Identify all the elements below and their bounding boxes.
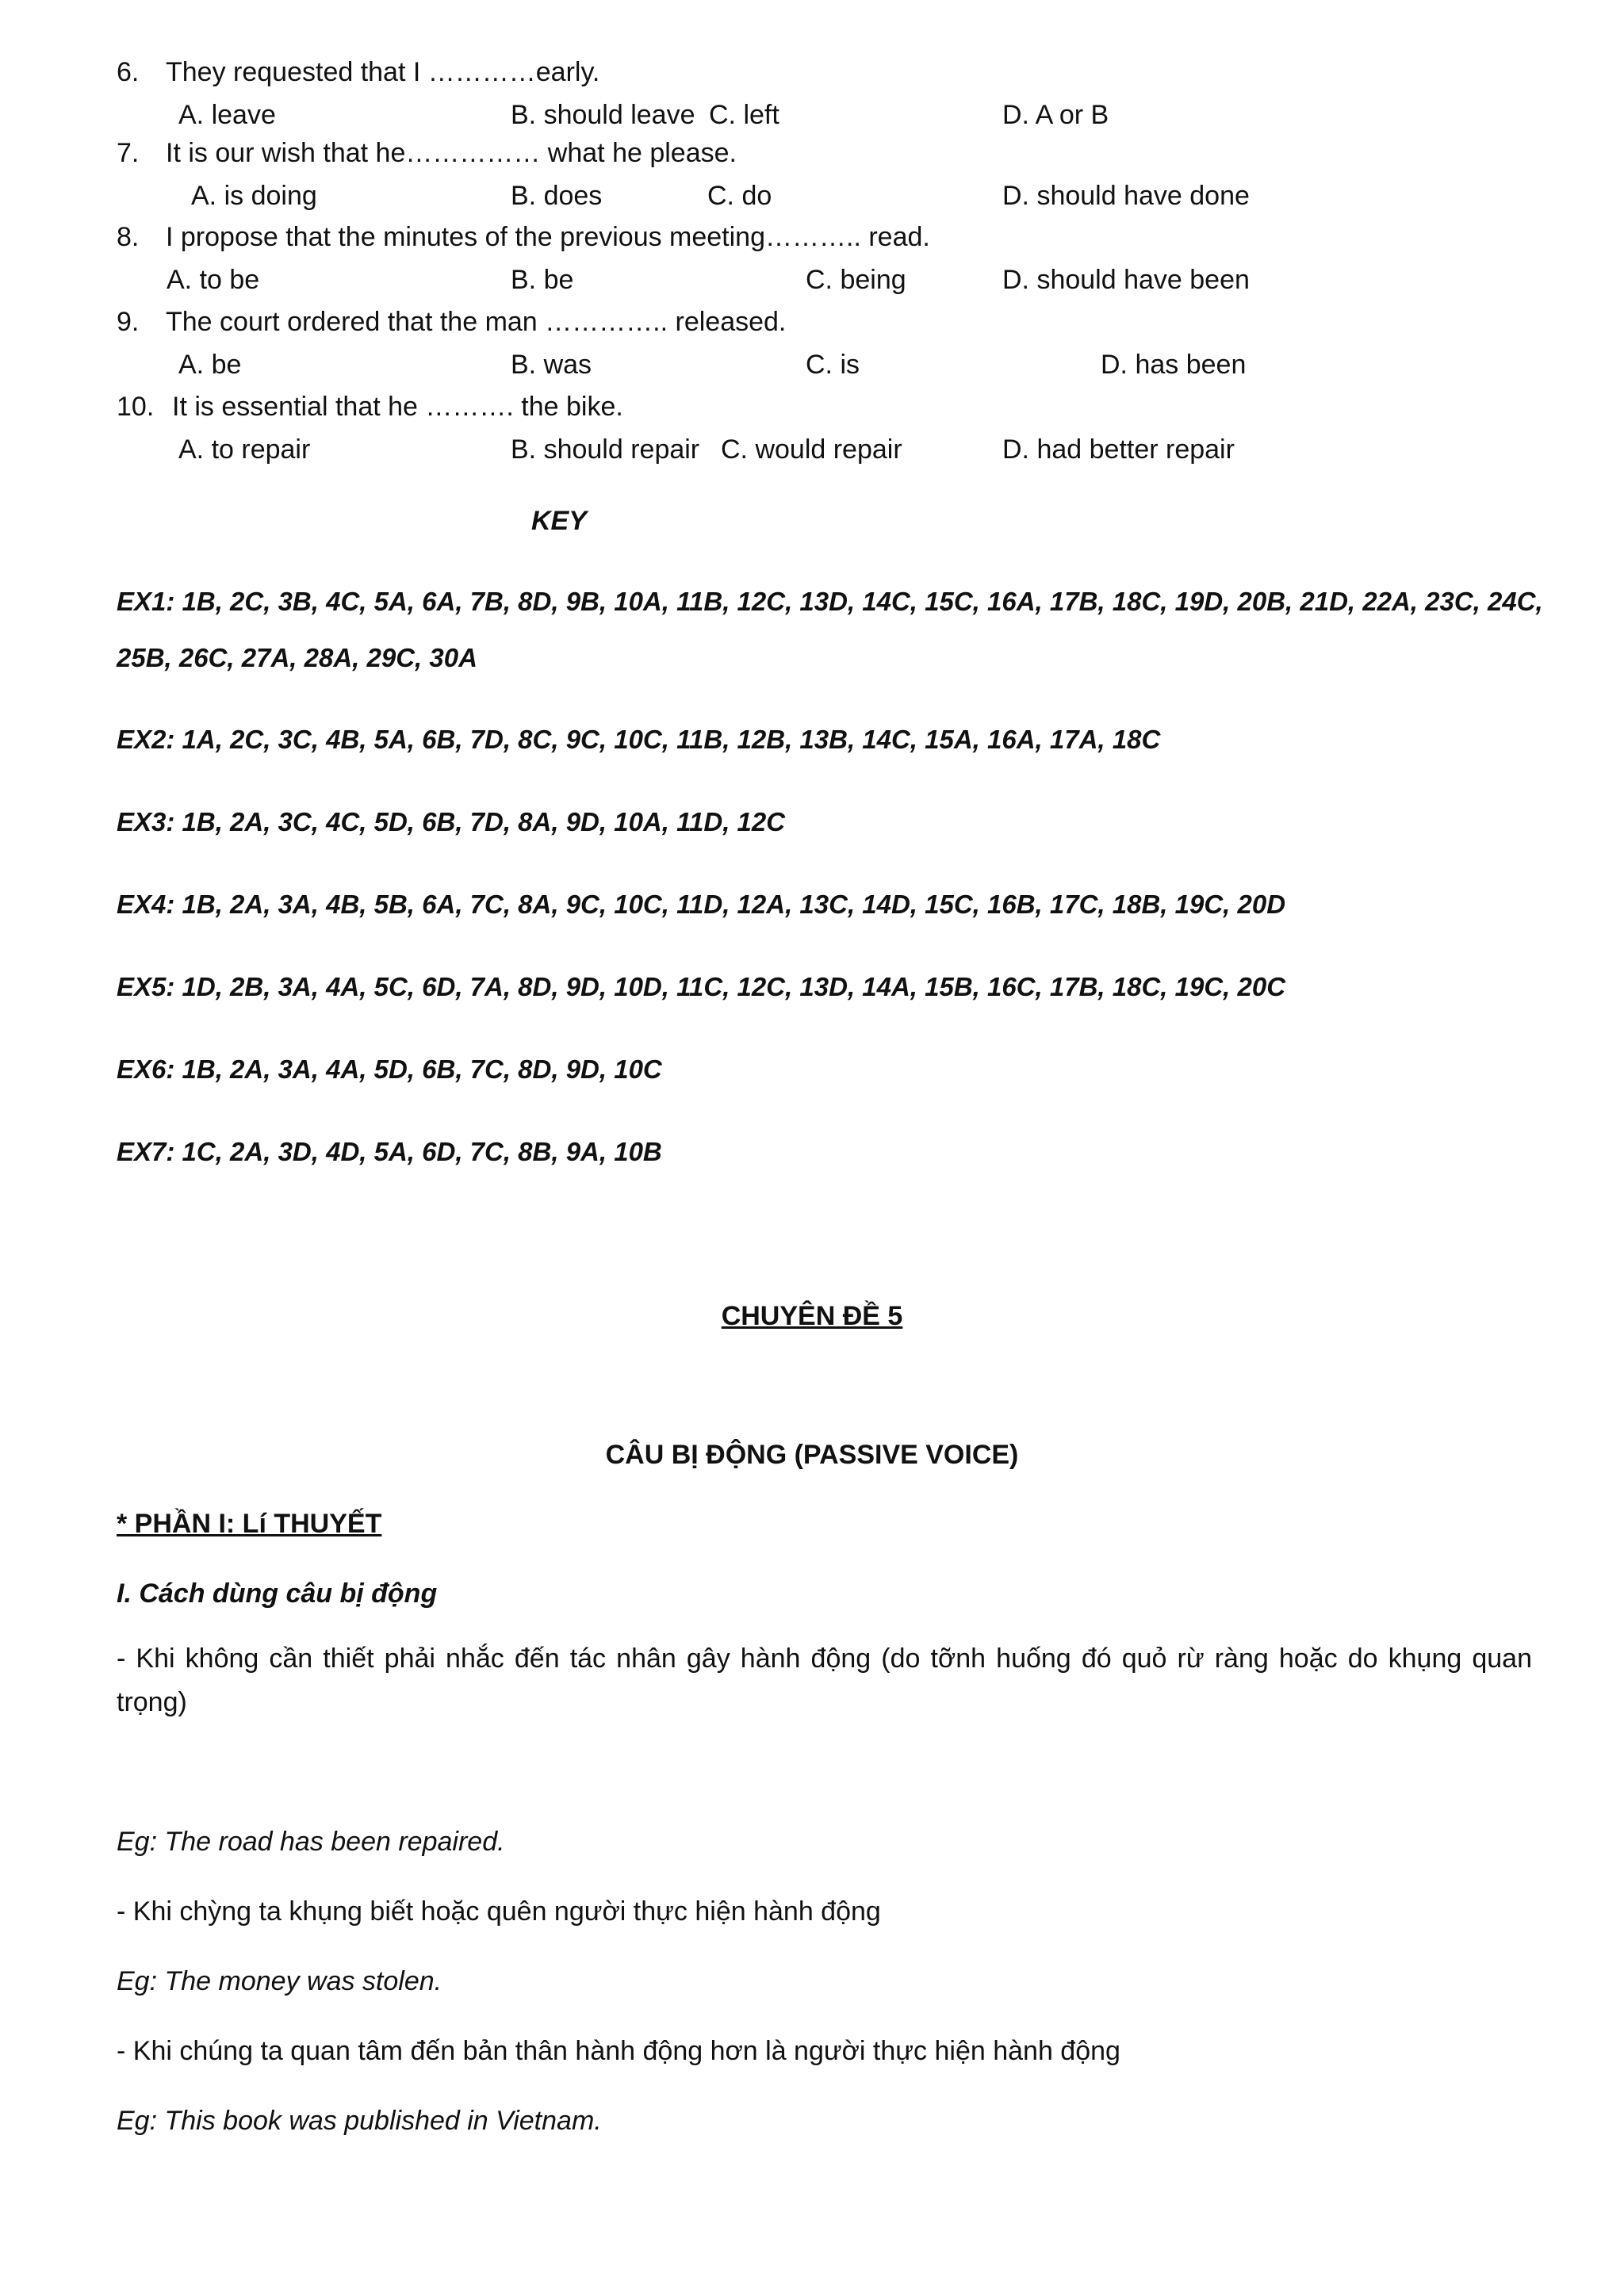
- option-a: A. to be: [167, 265, 260, 295]
- option-c: C. left: [709, 100, 779, 130]
- key-ex4: EX4: 1B, 2A, 3A, 4B, 5B, 6A, 7C, 8A, 9C, 10C, 11D, 12A, 13C, 14D, 15C, 16B, 17C, 18B, 19C, 20D: [117, 890, 1286, 919]
- option-b: B. does: [511, 181, 603, 211]
- option-a: A. be: [178, 350, 242, 380]
- option-b: B. should repair: [511, 434, 700, 465]
- key-ex1-line2: 25B, 26C, 27A, 28A, 29C, 30A: [117, 643, 477, 672]
- option-b: B. was: [511, 350, 592, 380]
- option-c: C. would repair: [721, 434, 902, 465]
- paragraph-3: - Khi chúng ta quan tâm đến bản thân hành động hơn là người thực hiện hành động: [117, 2036, 1120, 2066]
- question-number: 10.: [117, 392, 155, 422]
- subheading: I. Cách dùng câu bị động: [117, 1578, 438, 1609]
- paragraph-1: - Khi không cần thiết phải nhắc đến tác nhân gây hành động (do tỡnh huống đó quỏ rừ ràng hoặc do khụng quan trọng): [117, 1644, 1532, 1717]
- option-a: A. leave: [178, 100, 276, 130]
- question-number: 9.: [117, 307, 140, 337]
- question-6: [117, 59, 599, 86]
- part-heading: * PHẦN I: Lí THUYẾT: [117, 1509, 382, 1539]
- option-c: C. is: [806, 350, 860, 380]
- option-d: D. should have been: [1002, 265, 1250, 295]
- option-d: D. had better repair: [1002, 434, 1235, 465]
- option-a: A. to repair: [178, 434, 311, 465]
- key-ex2: EX2: 1A, 2C, 3C, 4B, 5A, 6B, 7D, 8C, 9C, 10C, 11B, 12B, 13B, 14C, 15A, 16A, 17A, 18C: [117, 725, 1161, 754]
- option-c: C. do: [707, 181, 772, 211]
- key-ex7: EX7: 1C, 2A, 3D, 4D, 5A, 6D, 7C, 8B, 9A, 10B: [117, 1137, 662, 1166]
- question-number: 7.: [117, 138, 140, 168]
- option-a: A. is doing: [191, 181, 317, 211]
- option-d: D. should have done: [1002, 181, 1250, 211]
- section-title: CÂU BỊ ĐỘNG (PASSIVE VOICE): [605, 1440, 1019, 1470]
- question-8: [117, 224, 930, 251]
- question-10: [117, 393, 623, 420]
- key-ex5: EX5: 1D, 2B, 3A, 4A, 5C, 6D, 7A, 8D, 9D, 10D, 11C, 12C, 13D, 14A, 15B, 16C, 17B, 18C, 19C, 20C: [117, 972, 1286, 1001]
- option-c: C. being: [806, 265, 906, 295]
- question-number: 6.: [117, 57, 140, 87]
- question-text: I propose that the minutes of the previous meeting……….. read.: [166, 222, 930, 252]
- question-text: The court ordered that the man ………….. released.: [166, 307, 787, 337]
- key-heading: KEY: [531, 506, 587, 536]
- question-7: [117, 140, 737, 166]
- paragraph-2: - Khi chỳng ta khụng biết hoặc quên người thực hiện hành động: [117, 1896, 881, 1927]
- option-b: B. should leave: [511, 100, 695, 130]
- question-text: It is our wish that he…………… what he please.: [166, 138, 737, 168]
- chapter-heading: CHUYÊN ĐỀ 5: [721, 1301, 903, 1331]
- option-b: B. be: [511, 265, 574, 295]
- key-ex3: EX3: 1B, 2A, 3C, 4C, 5D, 6B, 7D, 8A, 9D, 10A, 11D, 12C: [117, 807, 786, 836]
- key-ex6: EX6: 1B, 2A, 3A, 4A, 5D, 6B, 7C, 8D, 9D, 10C: [117, 1054, 662, 1084]
- question-9: [117, 308, 786, 335]
- question-number: 8.: [117, 222, 140, 252]
- example-1: Eg: The road has been repaired.: [117, 1827, 505, 1857]
- option-d: D. has been: [1101, 350, 1247, 380]
- example-2: Eg: The money was stolen.: [117, 1966, 442, 1996]
- key-ex1-line1: EX1: 1B, 2C, 3B, 4C, 5A, 6A, 7B, 8D, 9B, 10A, 11B, 12C, 13D, 14C, 15C, 16A, 17B, 18C, 19D, 20B, 21D, 22A, 23C, 24C,: [117, 587, 1543, 616]
- option-d: D. A or B: [1002, 100, 1109, 130]
- example-3: Eg: This book was published in Vietnam.: [117, 2106, 602, 2136]
- question-text: It is essential that he ………. the bike.: [172, 392, 623, 422]
- question-text: They requested that I …………early.: [166, 57, 600, 87]
